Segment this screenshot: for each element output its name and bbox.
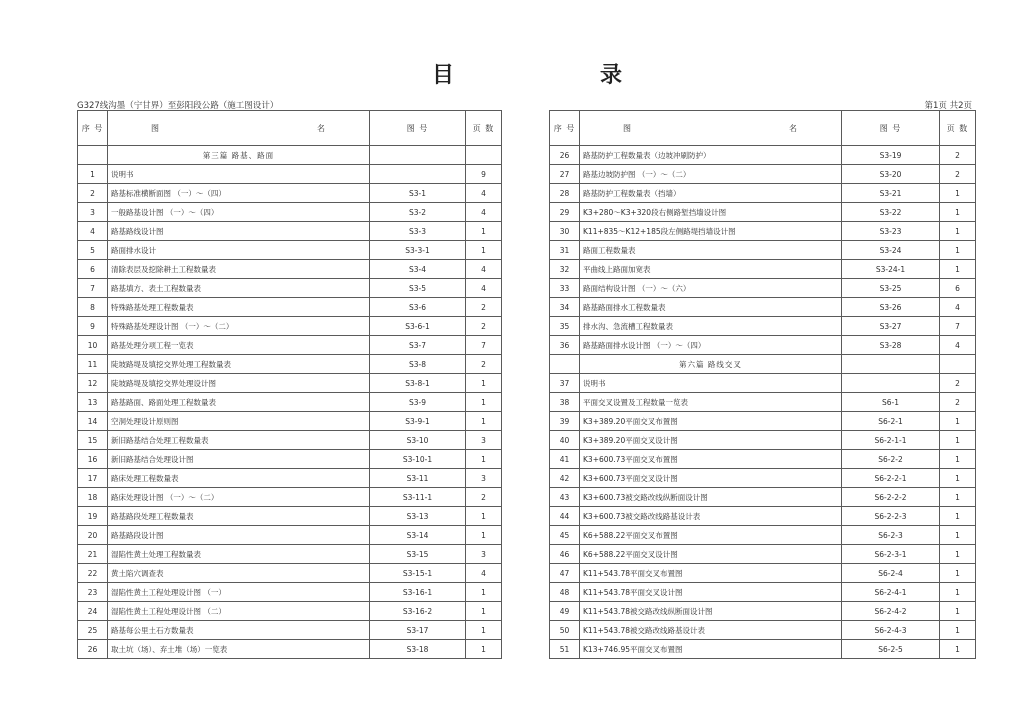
cell-name: 特殊路基处理设计图 （一）～（二）	[108, 317, 370, 336]
cell-pages: 2	[466, 317, 502, 336]
cell-no: 25	[78, 621, 108, 640]
cell-drawing: S3-2	[370, 203, 466, 222]
cell-drawing: S3-28	[842, 336, 940, 355]
cell-no: 48	[550, 583, 580, 602]
cell-no: 5	[78, 241, 108, 260]
cell-pages: 1	[940, 469, 976, 488]
cell-drawing: S3-23	[842, 222, 940, 241]
cell-no: 3	[78, 203, 108, 222]
cell-no: 33	[550, 279, 580, 298]
table-row	[78, 374, 502, 393]
cell-drawing: S3-6-1	[370, 317, 466, 336]
cell-no: 32	[550, 260, 580, 279]
table-row	[78, 412, 502, 431]
table-row	[78, 279, 502, 298]
table-row	[550, 640, 976, 659]
cell-name: 路基防护工程数量表（边坡冲刷防护）	[580, 146, 842, 165]
cell-pages: 1	[940, 412, 976, 431]
left-index-table	[77, 110, 502, 659]
section-row	[78, 146, 502, 165]
table-row	[550, 488, 976, 507]
cell-drawing: S3-11	[370, 469, 466, 488]
cell-pages: 1	[466, 640, 502, 659]
cell-pages: 1	[940, 260, 976, 279]
cell-pages: 2	[466, 298, 502, 317]
cell-drawing: S3-4	[370, 260, 466, 279]
section-row	[550, 355, 976, 374]
table-row	[550, 583, 976, 602]
table-row	[550, 165, 976, 184]
title-char-right: 录	[600, 62, 623, 88]
cell-name: 路基路面、路面处理工程数量表	[108, 393, 370, 412]
title-char-left: 目	[432, 62, 455, 88]
cell-drawing	[842, 374, 940, 393]
cell-name: K3+600.73平面交叉布置图	[580, 450, 842, 469]
table-row	[78, 203, 502, 222]
cell-name: K11+543.78平面交叉布置图	[580, 564, 842, 583]
cell-drawing: S3-17	[370, 621, 466, 640]
table-row	[78, 469, 502, 488]
right-index-table	[549, 110, 976, 659]
cell-name: 路基标准横断面图 （一）～（四）	[108, 184, 370, 203]
table-row	[78, 165, 502, 184]
cell-drawing: S6-2-3	[842, 526, 940, 545]
cell-no	[78, 146, 108, 165]
cell-no: 37	[550, 374, 580, 393]
cell-name: 路基填方、表土工程数量表	[108, 279, 370, 298]
cell-pages: 1	[940, 526, 976, 545]
cell-name: 路床处理工程数量表	[108, 469, 370, 488]
cell-drawing: S3-19	[842, 146, 940, 165]
header-name-b: 名	[789, 123, 798, 133]
table-row	[78, 602, 502, 621]
cell-drawing	[842, 355, 940, 374]
cell-no: 11	[78, 355, 108, 374]
header-name	[580, 111, 842, 146]
cell-drawing: S6-2-2-1	[842, 469, 940, 488]
cell-pages: 3	[466, 545, 502, 564]
table-row	[78, 545, 502, 564]
cell-no: 46	[550, 545, 580, 564]
cell-pages: 1	[940, 241, 976, 260]
cell-name: 路面结构设计图 （一）～（六）	[580, 279, 842, 298]
header-pages: 页 数	[466, 111, 502, 146]
cell-name: 黄土陷穴调查表	[108, 564, 370, 583]
cell-pages: 1	[940, 203, 976, 222]
cell-name: 路基路线设计图	[108, 222, 370, 241]
cell-name: 路基处理分项工程一览表	[108, 336, 370, 355]
cell-no: 12	[78, 374, 108, 393]
table-row	[550, 431, 976, 450]
table-row	[550, 602, 976, 621]
cell-no: 42	[550, 469, 580, 488]
cell-name: K11+543.78平面交叉设计图	[580, 583, 842, 602]
cell-no: 9	[78, 317, 108, 336]
cell-pages: 1	[940, 602, 976, 621]
cell-name: K6+588.22平面交叉设计图	[580, 545, 842, 564]
table-row	[78, 526, 502, 545]
cell-no: 40	[550, 431, 580, 450]
table-row	[550, 222, 976, 241]
cell-no: 44	[550, 507, 580, 526]
cell-pages: 1	[466, 374, 502, 393]
cell-pages: 1	[940, 507, 976, 526]
cell-no: 20	[78, 526, 108, 545]
cell-name: K6+588.22平面交叉布置图	[580, 526, 842, 545]
cell-pages: 1	[940, 545, 976, 564]
cell-pages: 4	[940, 336, 976, 355]
cell-pages: 4	[940, 298, 976, 317]
cell-drawing: S3-1	[370, 184, 466, 203]
cell-drawing: S3-14	[370, 526, 466, 545]
cell-drawing: S6-2-1-1	[842, 431, 940, 450]
cell-drawing: S3-5	[370, 279, 466, 298]
table-row	[78, 336, 502, 355]
cell-pages: 3	[466, 431, 502, 450]
table-row	[550, 203, 976, 222]
cell-no: 7	[78, 279, 108, 298]
table-row	[78, 393, 502, 412]
table-header-row	[550, 111, 976, 146]
cell-name: 取土坑（场）、弃土堆（场）一览表	[108, 640, 370, 659]
table-row	[78, 621, 502, 640]
cell-drawing	[370, 146, 466, 165]
cell-no: 31	[550, 241, 580, 260]
cell-drawing: S3-7	[370, 336, 466, 355]
cell-pages: 2	[466, 488, 502, 507]
header-name-b: 名	[317, 123, 326, 133]
cell-name: 特殊路基处理工程数量表	[108, 298, 370, 317]
table-row	[550, 450, 976, 469]
cell-no: 38	[550, 393, 580, 412]
cell-name: K3+600.73被交路改线纵断面设计图	[580, 488, 842, 507]
header-name	[108, 111, 370, 146]
cell-no: 1	[78, 165, 108, 184]
cell-pages: 1	[466, 583, 502, 602]
cell-pages: 1	[940, 583, 976, 602]
cell-drawing: S3-6	[370, 298, 466, 317]
cell-drawing: S6-2-2-3	[842, 507, 940, 526]
cell-no: 16	[78, 450, 108, 469]
cell-pages: 1	[940, 431, 976, 450]
header-no: 序 号	[550, 111, 580, 146]
cell-name: 陡坡路堤及填挖交界处理工程数量表	[108, 355, 370, 374]
cell-drawing: S3-3-1	[370, 241, 466, 260]
cell-name: 路基路面排水设计图 （一）～（四）	[580, 336, 842, 355]
cell-pages: 2	[940, 393, 976, 412]
cell-drawing: S3-3	[370, 222, 466, 241]
cell-no: 35	[550, 317, 580, 336]
table-row	[78, 317, 502, 336]
document-title	[0, 58, 1024, 90]
table-row	[550, 469, 976, 488]
table-row	[550, 412, 976, 431]
header-name-a: 图	[151, 123, 160, 133]
cell-no: 27	[550, 165, 580, 184]
table-row	[550, 317, 976, 336]
cell-name: 新旧路基结合处理工程数量表	[108, 431, 370, 450]
cell-drawing: S3-26	[842, 298, 940, 317]
cell-pages: 1	[466, 507, 502, 526]
table-row	[78, 507, 502, 526]
cell-name: 新旧路基结合处理设计图	[108, 450, 370, 469]
table-row	[78, 241, 502, 260]
cell-name: 路床处理设计图 （一）～（二）	[108, 488, 370, 507]
cell-pages: 4	[466, 184, 502, 203]
cell-name: 陡坡路堤及填挖交界处理设计图	[108, 374, 370, 393]
cell-name: 路基边坡防护图 （一）～（二）	[580, 165, 842, 184]
table-row	[550, 393, 976, 412]
cell-name: 路基路面排水工程数量表	[580, 298, 842, 317]
cell-no: 18	[78, 488, 108, 507]
cell-no: 19	[78, 507, 108, 526]
cell-no: 17	[78, 469, 108, 488]
cell-drawing: S3-25	[842, 279, 940, 298]
cell-pages: 1	[940, 621, 976, 640]
cell-drawing: S3-24	[842, 241, 940, 260]
cell-name: 空洞处理设计原则图	[108, 412, 370, 431]
cell-name: K3+389.20平面交叉布置图	[580, 412, 842, 431]
cell-drawing: S3-22	[842, 203, 940, 222]
table-row	[550, 621, 976, 640]
table-row	[550, 146, 976, 165]
cell-no: 30	[550, 222, 580, 241]
cell-no: 14	[78, 412, 108, 431]
cell-no: 26	[78, 640, 108, 659]
cell-no: 43	[550, 488, 580, 507]
cell-name: 第三篇 路基、路面	[108, 146, 370, 165]
header-name-a: 图	[623, 123, 632, 133]
cell-name: K3+600.73被交路改线路基设计表	[580, 507, 842, 526]
header-no: 序 号	[78, 111, 108, 146]
cell-pages: 1	[466, 222, 502, 241]
cell-name: 路基路段处理工程数量表	[108, 507, 370, 526]
cell-no	[550, 355, 580, 374]
cell-drawing: S3-15-1	[370, 564, 466, 583]
cell-no: 28	[550, 184, 580, 203]
cell-no: 41	[550, 450, 580, 469]
cell-drawing: S6-2-2-2	[842, 488, 940, 507]
cell-no: 49	[550, 602, 580, 621]
cell-drawing: S3-9	[370, 393, 466, 412]
table-row	[550, 564, 976, 583]
table-row	[78, 260, 502, 279]
cell-drawing: S3-15	[370, 545, 466, 564]
table-row	[550, 298, 976, 317]
cell-pages: 4	[466, 260, 502, 279]
table-row	[550, 184, 976, 203]
header-drawing: 图 号	[370, 111, 466, 146]
cell-name: K11+543.78被交路改线路基设计表	[580, 621, 842, 640]
cell-name: 路面工程数量表	[580, 241, 842, 260]
cell-pages	[940, 355, 976, 374]
cell-name: 平面交叉设置及工程数量一览表	[580, 393, 842, 412]
cell-drawing: S6-2-1	[842, 412, 940, 431]
cell-no: 24	[78, 602, 108, 621]
cell-no: 45	[550, 526, 580, 545]
cell-drawing: S3-16-2	[370, 602, 466, 621]
cell-no: 21	[78, 545, 108, 564]
cell-name: 路基每公里土石方数量表	[108, 621, 370, 640]
cell-no: 4	[78, 222, 108, 241]
cell-drawing	[370, 165, 466, 184]
cell-drawing: S6-2-4-3	[842, 621, 940, 640]
table-row	[78, 640, 502, 659]
cell-name: 湿陷性黄土工程处理设计图 （一）	[108, 583, 370, 602]
cell-drawing: S3-16-1	[370, 583, 466, 602]
cell-name: 湿陷性黄土工程处理设计图 （二）	[108, 602, 370, 621]
cell-drawing: S3-20	[842, 165, 940, 184]
cell-pages: 2	[466, 355, 502, 374]
cell-name: K11+835～K12+185段左侧路堤挡墙设计图	[580, 222, 842, 241]
cell-no: 34	[550, 298, 580, 317]
table-row	[78, 583, 502, 602]
header-pages: 页 数	[940, 111, 976, 146]
page-info: 第1页 共2页	[924, 101, 972, 111]
table-row	[78, 564, 502, 583]
table-row	[550, 545, 976, 564]
cell-pages: 1	[466, 412, 502, 431]
cell-no: 22	[78, 564, 108, 583]
cell-name: 平曲线上路面加宽表	[580, 260, 842, 279]
cell-no: 13	[78, 393, 108, 412]
cell-no: 15	[78, 431, 108, 450]
cell-drawing: S6-2-4	[842, 564, 940, 583]
table-row	[550, 260, 976, 279]
cell-drawing: S3-10-1	[370, 450, 466, 469]
cell-drawing: S6-2-5	[842, 640, 940, 659]
cell-drawing: S6-2-3-1	[842, 545, 940, 564]
cell-pages: 1	[940, 450, 976, 469]
cell-no: 36	[550, 336, 580, 355]
cell-pages: 7	[940, 317, 976, 336]
table-row	[78, 298, 502, 317]
cell-no: 2	[78, 184, 108, 203]
cell-no: 10	[78, 336, 108, 355]
table-header-row	[78, 111, 502, 146]
table-row	[78, 184, 502, 203]
cell-pages	[466, 146, 502, 165]
cell-drawing: S3-8	[370, 355, 466, 374]
cell-name: K11+543.78被交路改线纵断面设计图	[580, 602, 842, 621]
cell-pages: 3	[466, 469, 502, 488]
cell-pages: 1	[940, 184, 976, 203]
cell-drawing: S6-2-2	[842, 450, 940, 469]
cell-name: 说明书	[580, 374, 842, 393]
cell-no: 6	[78, 260, 108, 279]
cell-name: 一般路基设计图 （一）～（四）	[108, 203, 370, 222]
cell-no: 39	[550, 412, 580, 431]
cell-pages: 6	[940, 279, 976, 298]
cell-pages: 4	[466, 564, 502, 583]
cell-name: 排水沟、急流槽工程数量表	[580, 317, 842, 336]
table-row	[550, 279, 976, 298]
cell-drawing: S3-21	[842, 184, 940, 203]
cell-pages: 1	[466, 393, 502, 412]
cell-no: 8	[78, 298, 108, 317]
cell-drawing: S3-11-1	[370, 488, 466, 507]
cell-pages: 2	[940, 165, 976, 184]
cell-no: 23	[78, 583, 108, 602]
cell-pages: 1	[940, 222, 976, 241]
cell-pages: 4	[466, 279, 502, 298]
cell-drawing: S3-18	[370, 640, 466, 659]
cell-name: K13+746.95平面交叉布置图	[580, 640, 842, 659]
cell-name: 路基防护工程数量表（挡墙）	[580, 184, 842, 203]
table-row	[78, 431, 502, 450]
cell-no: 51	[550, 640, 580, 659]
cell-name: 路基路段设计图	[108, 526, 370, 545]
cell-pages: 1	[940, 640, 976, 659]
cell-name: K3+389.20平面交叉设计图	[580, 431, 842, 450]
cell-drawing: S6-2-4-2	[842, 602, 940, 621]
cell-pages: 1	[940, 564, 976, 583]
cell-pages: 1	[466, 526, 502, 545]
table-row	[78, 222, 502, 241]
cell-drawing: S3-9-1	[370, 412, 466, 431]
table-row	[550, 374, 976, 393]
table-row	[550, 526, 976, 545]
cell-pages: 7	[466, 336, 502, 355]
cell-pages: 1	[466, 602, 502, 621]
cell-pages: 1	[466, 241, 502, 260]
cell-pages: 2	[940, 146, 976, 165]
cell-no: 26	[550, 146, 580, 165]
table-row	[550, 336, 976, 355]
cell-pages: 1	[940, 488, 976, 507]
cell-drawing: S6-2-4-1	[842, 583, 940, 602]
cell-drawing: S3-27	[842, 317, 940, 336]
table-row	[78, 488, 502, 507]
cell-drawing: S3-8-1	[370, 374, 466, 393]
table-row	[550, 507, 976, 526]
cell-drawing: S3-13	[370, 507, 466, 526]
table-row	[550, 241, 976, 260]
cell-pages: 1	[466, 621, 502, 640]
cell-name: 路面排水设计	[108, 241, 370, 260]
cell-name: 湿陷性黄土处理工程数量表	[108, 545, 370, 564]
header-drawing: 图 号	[842, 111, 940, 146]
cell-pages: 4	[466, 203, 502, 222]
cell-name: 第六篇 路线交叉	[580, 355, 842, 374]
cell-name: K3+600.73平面交叉设计图	[580, 469, 842, 488]
project-subtitle: G327线沟墨（宁甘界）至彭阳段公路（施工图设计）	[77, 101, 279, 111]
cell-pages: 2	[940, 374, 976, 393]
cell-name: K3+280～K3+320段右侧路堑挡墙设计图	[580, 203, 842, 222]
cell-drawing: S3-10	[370, 431, 466, 450]
cell-no: 29	[550, 203, 580, 222]
cell-no: 50	[550, 621, 580, 640]
cell-drawing: S3-24-1	[842, 260, 940, 279]
cell-pages: 9	[466, 165, 502, 184]
cell-name: 说明书	[108, 165, 370, 184]
table-row	[78, 450, 502, 469]
cell-pages: 1	[466, 450, 502, 469]
cell-name: 清除表层及挖除耕土工程数量表	[108, 260, 370, 279]
cell-drawing: S6-1	[842, 393, 940, 412]
cell-no: 47	[550, 564, 580, 583]
table-row	[78, 355, 502, 374]
